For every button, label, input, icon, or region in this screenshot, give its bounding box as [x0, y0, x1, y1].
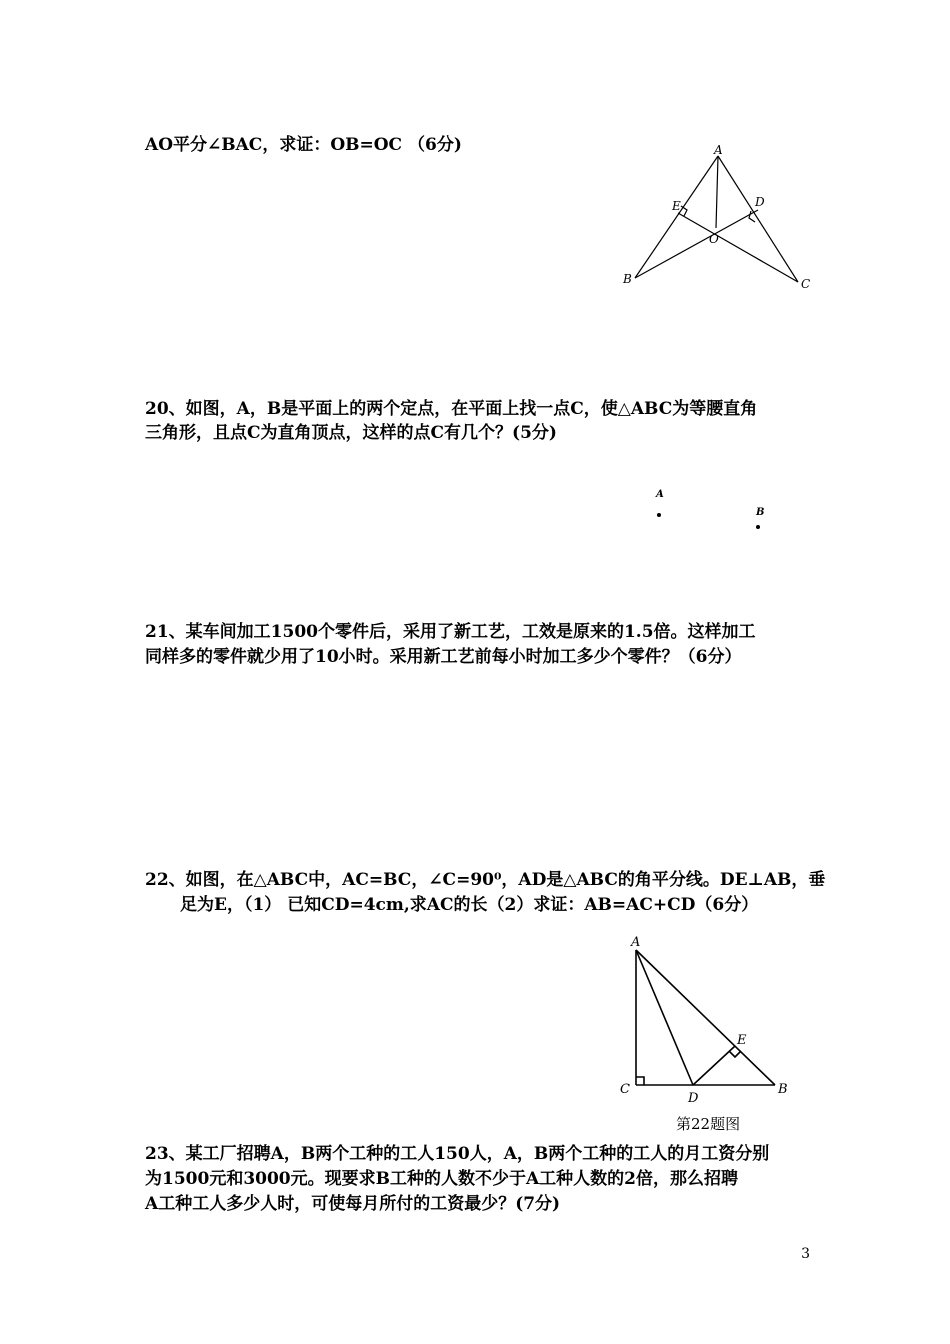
q19-label-d: D [755, 195, 765, 209]
q19-figure [615, 140, 835, 304]
q22-label-c: C [620, 1082, 630, 1097]
q20-point-b [756, 525, 760, 529]
q19-triangle-diagram [615, 140, 835, 300]
q22-label-b: B [778, 1082, 788, 1097]
q22-text-line2: 足为E，（1） 已知CD=4cm,求AC的长（2）求证：AB=AC+CD（6分） [180, 895, 759, 915]
q21-text-line2: 同样多的零件就少用了10小时。采用新工艺前每小时加工多少个零件？（6分） [145, 647, 742, 667]
q19-text-line1: AO平分∠BAC，求证：OB=OC （6分) [145, 135, 462, 155]
q20-text-line2: 三角形，且点C为直角顶点，这样的点C有几个？(5分) [145, 423, 557, 443]
q20-figure [640, 480, 790, 554]
q19-label-o: O [709, 232, 719, 246]
q23-text-line3: A工种工人多少人时，可使每月所付的工资最少？(7分) [145, 1194, 561, 1214]
q21-text-line1: 21、某车间加工1500个零件后，采用了新工艺，工效是原来的1.5倍。这样加工 [145, 622, 756, 642]
page-number: 3 [801, 1246, 810, 1262]
q22-label-d: D [688, 1091, 699, 1106]
q23-text-line2: 为1500元和3000元。现要求B工种的人数不少于A工种人数的2倍，那么招聘 [145, 1169, 739, 1189]
q20-text-line1: 20、如图，A，B是平面上的两个定点，在平面上找一点C，使△ABC为等腰直角 [145, 399, 758, 419]
q19-label-e: E [672, 199, 681, 213]
q20-points-diagram [640, 480, 790, 550]
q20-label-a: A [656, 489, 664, 500]
q23-text-line1: 23、某工厂招聘A，B两个工种的工人150人，A，B两个工种的工人的月工资分别 [145, 1144, 770, 1164]
q20-label-b: B [756, 507, 765, 518]
q22-figure [615, 930, 805, 1114]
q22-triangle-diagram [615, 930, 805, 1110]
q19-label-a: A [714, 143, 723, 157]
q22-text-line1: 22、如图，在△ABC中，AC=BC，∠C=90⁰，AD是△ABC的角平分线。DE⊥AB，垂 [145, 870, 826, 890]
q20-point-a [657, 513, 661, 517]
q19-label-b: B [623, 272, 632, 286]
q22-figure-caption: 第22题图 [676, 1115, 741, 1133]
q22-label-a: A [631, 935, 641, 950]
q22-label-e: E [737, 1033, 747, 1048]
q19-label-c: C [801, 277, 811, 291]
